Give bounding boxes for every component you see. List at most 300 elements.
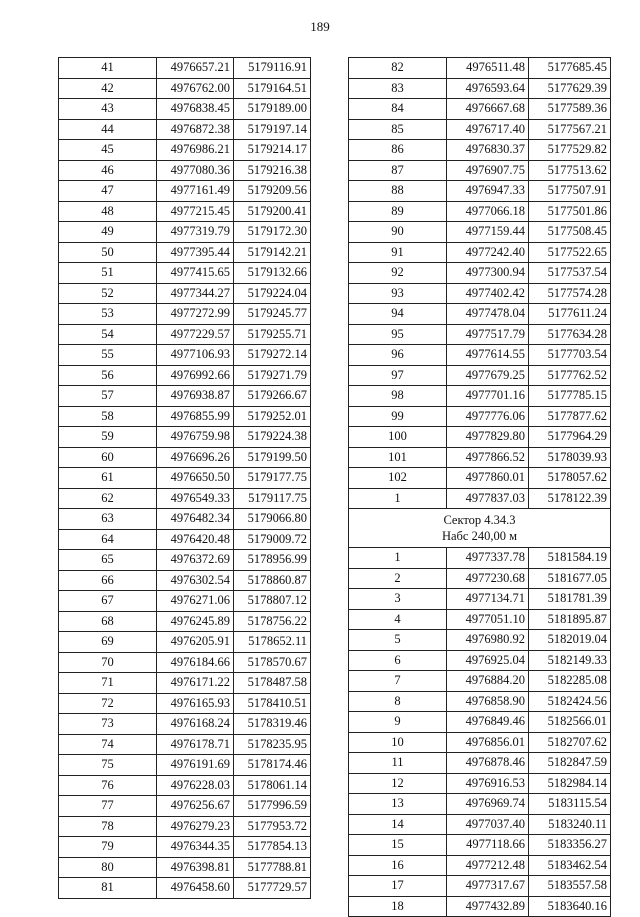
x-coordinate-cell: 4976205.91 — [157, 632, 234, 653]
table-row — [59, 775, 311, 796]
x-coordinate-cell: 4976717.40 — [447, 119, 529, 140]
point-number-cell: 59 — [59, 427, 157, 448]
x-coordinate-cell: 4976245.89 — [157, 611, 234, 632]
point-number-cell: 81 — [59, 878, 157, 899]
x-coordinate-cell: 4977776.06 — [447, 406, 529, 427]
x-coordinate-cell: 4976762.00 — [157, 78, 234, 99]
table-row — [59, 632, 311, 653]
x-coordinate-cell: 4977134.71 — [447, 589, 529, 610]
y-coordinate-cell: 5182149.33 — [529, 650, 611, 671]
y-coordinate-cell: 5179266.67 — [234, 386, 311, 407]
x-coordinate-cell: 4976256.67 — [157, 796, 234, 817]
x-coordinate-cell: 4976171.22 — [157, 673, 234, 694]
y-coordinate-cell: 5179189.00 — [234, 99, 311, 120]
table-row — [59, 58, 311, 79]
y-coordinate-cell: 5179199.50 — [234, 447, 311, 468]
point-number-cell: 98 — [349, 386, 447, 407]
point-number-cell: 69 — [59, 632, 157, 653]
y-coordinate-cell: 5181677.05 — [529, 568, 611, 589]
table-row — [59, 468, 311, 489]
table-row — [59, 755, 311, 776]
y-coordinate-cell: 5178860.87 — [234, 570, 311, 591]
y-coordinate-cell: 5183356.27 — [529, 835, 611, 856]
x-coordinate-cell: 4976458.60 — [157, 878, 234, 899]
y-coordinate-cell: 5177567.21 — [529, 119, 611, 140]
point-number-cell: 2 — [349, 568, 447, 589]
x-coordinate-cell: 4977215.45 — [157, 201, 234, 222]
point-number-cell: 61 — [59, 468, 157, 489]
table-row — [349, 468, 611, 489]
table-row — [59, 201, 311, 222]
x-coordinate-cell: 4976657.21 — [157, 58, 234, 79]
point-number-cell: 60 — [59, 447, 157, 468]
table-row — [349, 609, 611, 630]
x-coordinate-cell: 4977118.66 — [447, 835, 529, 856]
point-number-cell: 41 — [59, 58, 157, 79]
y-coordinate-cell: 5183640.16 — [529, 896, 611, 917]
point-number-cell: 96 — [349, 345, 447, 366]
y-coordinate-cell: 5178235.95 — [234, 734, 311, 755]
x-coordinate-cell: 4976947.33 — [447, 181, 529, 202]
x-coordinate-cell: 4977066.18 — [447, 201, 529, 222]
x-coordinate-cell: 4977415.65 — [157, 263, 234, 284]
x-coordinate-cell: 4977080.36 — [157, 160, 234, 181]
x-coordinate-cell: 4977432.89 — [447, 896, 529, 917]
table-row — [349, 732, 611, 753]
table-row — [59, 447, 311, 468]
table-row — [349, 324, 611, 345]
point-number-cell: 70 — [59, 652, 157, 673]
point-number-cell: 53 — [59, 304, 157, 325]
point-number-cell: 57 — [59, 386, 157, 407]
x-coordinate-cell: 4976549.33 — [157, 488, 234, 509]
table-row — [59, 78, 311, 99]
x-coordinate-cell: 4977319.79 — [157, 222, 234, 243]
point-number-cell: 18 — [349, 896, 447, 917]
x-coordinate-cell: 4976420.48 — [157, 529, 234, 550]
point-number-cell: 10 — [349, 732, 447, 753]
point-number-cell: 9 — [349, 712, 447, 733]
table-row — [349, 99, 611, 120]
y-coordinate-cell: 5181781.39 — [529, 589, 611, 610]
x-coordinate-cell: 4977829.80 — [447, 427, 529, 448]
point-number-cell: 15 — [349, 835, 447, 856]
table-row — [59, 529, 311, 550]
table-row — [349, 201, 611, 222]
y-coordinate-cell: 5178756.22 — [234, 611, 311, 632]
table-row — [349, 589, 611, 610]
x-coordinate-cell: 4977344.27 — [157, 283, 234, 304]
table-row — [59, 345, 311, 366]
table-row — [59, 734, 311, 755]
y-coordinate-cell: 5179216.38 — [234, 160, 311, 181]
y-coordinate-cell: 5178122.39 — [529, 488, 611, 509]
x-coordinate-cell: 4977272.99 — [157, 304, 234, 325]
table-row — [59, 406, 311, 427]
table-row — [349, 773, 611, 794]
table-row — [59, 693, 311, 714]
point-number-cell: 63 — [59, 509, 157, 530]
point-number-cell: 100 — [349, 427, 447, 448]
point-number-cell: 102 — [349, 468, 447, 489]
y-coordinate-cell: 5181584.19 — [529, 548, 611, 569]
table-row — [349, 58, 611, 79]
y-coordinate-cell: 5179009.72 — [234, 529, 311, 550]
coordinates-table-left — [58, 57, 311, 899]
point-number-cell: 48 — [59, 201, 157, 222]
x-coordinate-cell: 4977866.52 — [447, 447, 529, 468]
y-coordinate-cell: 5179224.04 — [234, 283, 311, 304]
table-row — [59, 488, 311, 509]
x-coordinate-cell: 4977679.25 — [447, 365, 529, 386]
y-coordinate-cell: 5179209.56 — [234, 181, 311, 202]
point-number-cell: 49 — [59, 222, 157, 243]
point-number-cell: 86 — [349, 140, 447, 161]
y-coordinate-cell: 5178570.67 — [234, 652, 311, 673]
point-number-cell: 11 — [349, 753, 447, 774]
table-row — [349, 140, 611, 161]
x-coordinate-cell: 4977161.49 — [157, 181, 234, 202]
x-coordinate-cell: 4976855.99 — [157, 406, 234, 427]
section-header-row — [349, 509, 611, 548]
point-number-cell: 3 — [349, 589, 447, 610]
y-coordinate-cell: 5177996.59 — [234, 796, 311, 817]
x-coordinate-cell: 4976980.92 — [447, 630, 529, 651]
x-coordinate-cell: 4977106.93 — [157, 345, 234, 366]
section-header — [349, 509, 611, 548]
y-coordinate-cell: 5179271.79 — [234, 365, 311, 386]
point-number-cell: 90 — [349, 222, 447, 243]
table-row — [59, 283, 311, 304]
table-row — [59, 714, 311, 735]
point-number-cell: 73 — [59, 714, 157, 735]
y-coordinate-cell: 5177611.24 — [529, 304, 611, 325]
x-coordinate-cell: 4976696.26 — [157, 447, 234, 468]
table-row — [59, 857, 311, 878]
x-coordinate-cell: 4977701.16 — [447, 386, 529, 407]
y-coordinate-cell: 5177785.15 — [529, 386, 611, 407]
y-coordinate-cell: 5178061.14 — [234, 775, 311, 796]
y-coordinate-cell: 5178057.62 — [529, 468, 611, 489]
table-row — [59, 796, 311, 817]
x-coordinate-cell: 4977517.79 — [447, 324, 529, 345]
y-coordinate-cell: 5182285.08 — [529, 671, 611, 692]
y-coordinate-cell: 5181895.87 — [529, 609, 611, 630]
table-row — [349, 855, 611, 876]
y-coordinate-cell: 5178039.93 — [529, 447, 611, 468]
point-number-cell: 82 — [349, 58, 447, 79]
x-coordinate-cell: 4977230.68 — [447, 568, 529, 589]
x-coordinate-cell: 4977212.48 — [447, 855, 529, 876]
point-number-cell: 93 — [349, 283, 447, 304]
point-number-cell: 99 — [349, 406, 447, 427]
y-coordinate-cell: 5178319.46 — [234, 714, 311, 735]
table-row — [349, 712, 611, 733]
y-coordinate-cell: 5177629.39 — [529, 78, 611, 99]
point-number-cell: 80 — [59, 857, 157, 878]
y-coordinate-cell: 5178174.46 — [234, 755, 311, 776]
table-row — [59, 878, 311, 899]
x-coordinate-cell: 4976759.98 — [157, 427, 234, 448]
x-coordinate-cell: 4977229.57 — [157, 324, 234, 345]
point-number-cell: 65 — [59, 550, 157, 571]
point-number-cell: 4 — [349, 609, 447, 630]
point-number-cell: 5 — [349, 630, 447, 651]
y-coordinate-cell: 5177953.72 — [234, 816, 311, 837]
table-row — [59, 509, 311, 530]
y-coordinate-cell: 5177703.54 — [529, 345, 611, 366]
point-number-cell: 56 — [59, 365, 157, 386]
y-coordinate-cell: 5177634.28 — [529, 324, 611, 345]
y-coordinate-cell: 5179116.91 — [234, 58, 311, 79]
x-coordinate-cell: 4977395.44 — [157, 242, 234, 263]
point-number-cell: 12 — [349, 773, 447, 794]
x-coordinate-cell: 4976178.71 — [157, 734, 234, 755]
table-row — [349, 671, 611, 692]
x-coordinate-cell: 4977037.40 — [447, 814, 529, 835]
table-row — [349, 304, 611, 325]
y-coordinate-cell: 5177507.91 — [529, 181, 611, 202]
x-coordinate-cell: 4976878.46 — [447, 753, 529, 774]
y-coordinate-cell: 5183557.58 — [529, 876, 611, 897]
page-number: 189 — [310, 19, 330, 34]
x-coordinate-cell: 4977317.67 — [447, 876, 529, 897]
y-coordinate-cell: 5179214.17 — [234, 140, 311, 161]
point-number-cell: 75 — [59, 755, 157, 776]
table-row — [59, 119, 311, 140]
point-number-cell: 101 — [349, 447, 447, 468]
point-number-cell: 50 — [59, 242, 157, 263]
table-row — [349, 488, 611, 509]
point-number-cell: 13 — [349, 794, 447, 815]
x-coordinate-cell: 4976938.87 — [157, 386, 234, 407]
table-row — [349, 896, 611, 917]
x-coordinate-cell: 4977614.55 — [447, 345, 529, 366]
point-number-cell: 72 — [59, 693, 157, 714]
point-number-cell: 62 — [59, 488, 157, 509]
table-row — [59, 324, 311, 345]
point-number-cell: 8 — [349, 691, 447, 712]
table-row — [59, 386, 311, 407]
x-coordinate-cell: 4977860.01 — [447, 468, 529, 489]
x-coordinate-cell: 4976279.23 — [157, 816, 234, 837]
x-coordinate-cell: 4976907.75 — [447, 160, 529, 181]
x-coordinate-cell: 4976168.24 — [157, 714, 234, 735]
y-coordinate-cell: 5182984.14 — [529, 773, 611, 794]
y-coordinate-cell: 5177729.57 — [234, 878, 311, 899]
y-coordinate-cell: 5179197.14 — [234, 119, 311, 140]
point-number-cell: 87 — [349, 160, 447, 181]
y-coordinate-cell: 5182707.62 — [529, 732, 611, 753]
table-row — [59, 140, 311, 161]
point-number-cell: 85 — [349, 119, 447, 140]
y-coordinate-cell: 5179177.75 — [234, 468, 311, 489]
x-coordinate-cell: 4976165.93 — [157, 693, 234, 714]
table-row — [59, 181, 311, 202]
y-coordinate-cell: 5179132.66 — [234, 263, 311, 284]
x-coordinate-cell: 4977159.44 — [447, 222, 529, 243]
x-coordinate-cell: 4976344.35 — [157, 837, 234, 858]
table-row — [349, 386, 611, 407]
point-number-cell: 42 — [59, 78, 157, 99]
point-number-cell: 43 — [59, 99, 157, 120]
point-number-cell: 14 — [349, 814, 447, 835]
x-coordinate-cell: 4976511.48 — [447, 58, 529, 79]
table-row — [349, 650, 611, 671]
x-coordinate-cell: 4976838.45 — [157, 99, 234, 120]
y-coordinate-cell: 5183240.11 — [529, 814, 611, 835]
x-coordinate-cell: 4976372.69 — [157, 550, 234, 571]
y-coordinate-cell: 5177762.52 — [529, 365, 611, 386]
x-coordinate-cell: 4976228.03 — [157, 775, 234, 796]
y-coordinate-cell: 5179117.75 — [234, 488, 311, 509]
point-number-cell: 64 — [59, 529, 157, 550]
x-coordinate-cell: 4976593.64 — [447, 78, 529, 99]
x-coordinate-cell: 4976872.38 — [157, 119, 234, 140]
table-row — [59, 222, 311, 243]
point-number-cell: 45 — [59, 140, 157, 161]
y-coordinate-cell: 5179142.21 — [234, 242, 311, 263]
point-number-cell: 51 — [59, 263, 157, 284]
point-number-cell: 67 — [59, 591, 157, 612]
point-number-cell: 84 — [349, 99, 447, 120]
x-coordinate-cell: 4976830.37 — [447, 140, 529, 161]
point-number-cell: 77 — [59, 796, 157, 817]
y-coordinate-cell: 5183115.54 — [529, 794, 611, 815]
table-row — [349, 242, 611, 263]
y-coordinate-cell: 5182566.01 — [529, 712, 611, 733]
y-coordinate-cell: 5179066.80 — [234, 509, 311, 530]
y-coordinate-cell: 5179164.51 — [234, 78, 311, 99]
coordinates-table-right — [348, 57, 611, 917]
point-number-cell: 17 — [349, 876, 447, 897]
y-coordinate-cell: 5178410.51 — [234, 693, 311, 714]
y-coordinate-cell: 5177537.54 — [529, 263, 611, 284]
table-row — [349, 691, 611, 712]
x-coordinate-cell: 4977402.42 — [447, 283, 529, 304]
table-row — [59, 837, 311, 858]
y-coordinate-cell: 5179255.71 — [234, 324, 311, 345]
x-coordinate-cell: 4976650.50 — [157, 468, 234, 489]
y-coordinate-cell: 5178956.99 — [234, 550, 311, 571]
table-row — [59, 816, 311, 837]
table-row — [349, 447, 611, 468]
point-number-cell: 78 — [59, 816, 157, 837]
y-coordinate-cell: 5182019.04 — [529, 630, 611, 651]
y-coordinate-cell: 5177854.13 — [234, 837, 311, 858]
point-number-cell: 88 — [349, 181, 447, 202]
y-coordinate-cell: 5177788.81 — [234, 857, 311, 878]
x-coordinate-cell: 4977300.94 — [447, 263, 529, 284]
table-row — [349, 263, 611, 284]
point-number-cell: 71 — [59, 673, 157, 694]
y-coordinate-cell: 5177513.62 — [529, 160, 611, 181]
x-coordinate-cell: 4976992.66 — [157, 365, 234, 386]
x-coordinate-cell: 4976191.69 — [157, 755, 234, 776]
y-coordinate-cell: 5177589.36 — [529, 99, 611, 120]
point-number-cell: 7 — [349, 671, 447, 692]
point-number-cell: 6 — [349, 650, 447, 671]
y-coordinate-cell: 5179224.38 — [234, 427, 311, 448]
table-row — [59, 242, 311, 263]
point-number-cell: 97 — [349, 365, 447, 386]
point-number-cell: 92 — [349, 263, 447, 284]
table-row — [349, 119, 611, 140]
table-row — [349, 365, 611, 386]
table-row — [59, 365, 311, 386]
y-coordinate-cell: 5177508.45 — [529, 222, 611, 243]
table-row — [59, 160, 311, 181]
x-coordinate-cell: 4976856.01 — [447, 732, 529, 753]
point-number-cell: 46 — [59, 160, 157, 181]
table-row — [349, 406, 611, 427]
y-coordinate-cell: 5179200.41 — [234, 201, 311, 222]
y-coordinate-cell: 5177501.86 — [529, 201, 611, 222]
point-number-cell: 52 — [59, 283, 157, 304]
y-coordinate-cell: 5177685.45 — [529, 58, 611, 79]
x-coordinate-cell: 4976482.34 — [157, 509, 234, 530]
x-coordinate-cell: 4976858.90 — [447, 691, 529, 712]
table-row — [59, 652, 311, 673]
point-number-cell: 83 — [349, 78, 447, 99]
x-coordinate-cell: 4976302.54 — [157, 570, 234, 591]
point-number-cell: 79 — [59, 837, 157, 858]
point-number-cell: 66 — [59, 570, 157, 591]
y-coordinate-cell: 5182847.59 — [529, 753, 611, 774]
x-coordinate-cell: 4976271.06 — [157, 591, 234, 612]
point-number-cell: 94 — [349, 304, 447, 325]
x-coordinate-cell: 4976969.74 — [447, 794, 529, 815]
y-coordinate-cell: 5182424.56 — [529, 691, 611, 712]
section-subtitle: Набс 240,00 м — [441, 529, 518, 543]
table-row — [349, 427, 611, 448]
point-number-cell: 55 — [59, 345, 157, 366]
table-row — [349, 222, 611, 243]
y-coordinate-cell: 5179252.01 — [234, 406, 311, 427]
x-coordinate-cell: 4977051.10 — [447, 609, 529, 630]
x-coordinate-cell: 4976184.66 — [157, 652, 234, 673]
x-coordinate-cell: 4976398.81 — [157, 857, 234, 878]
table-row — [59, 263, 311, 284]
table-row — [349, 630, 611, 651]
table-row — [59, 570, 311, 591]
y-coordinate-cell: 5183462.54 — [529, 855, 611, 876]
point-number-cell: 74 — [59, 734, 157, 755]
x-coordinate-cell: 4977837.03 — [447, 488, 529, 509]
y-coordinate-cell: 5178487.58 — [234, 673, 311, 694]
y-coordinate-cell: 5177877.62 — [529, 406, 611, 427]
point-number-cell: 76 — [59, 775, 157, 796]
table-row — [349, 835, 611, 856]
table-row — [59, 427, 311, 448]
table-row — [349, 345, 611, 366]
table-row — [59, 611, 311, 632]
point-number-cell: 1 — [349, 488, 447, 509]
y-coordinate-cell: 5178807.12 — [234, 591, 311, 612]
table-row — [59, 673, 311, 694]
point-number-cell: 54 — [59, 324, 157, 345]
point-number-cell: 44 — [59, 119, 157, 140]
table-row — [349, 548, 611, 569]
table-row — [59, 304, 311, 325]
table-row — [349, 568, 611, 589]
y-coordinate-cell: 5177574.28 — [529, 283, 611, 304]
table-row — [349, 753, 611, 774]
x-coordinate-cell: 4976667.68 — [447, 99, 529, 120]
y-coordinate-cell: 5177529.82 — [529, 140, 611, 161]
table-row — [349, 814, 611, 835]
x-coordinate-cell: 4977478.04 — [447, 304, 529, 325]
